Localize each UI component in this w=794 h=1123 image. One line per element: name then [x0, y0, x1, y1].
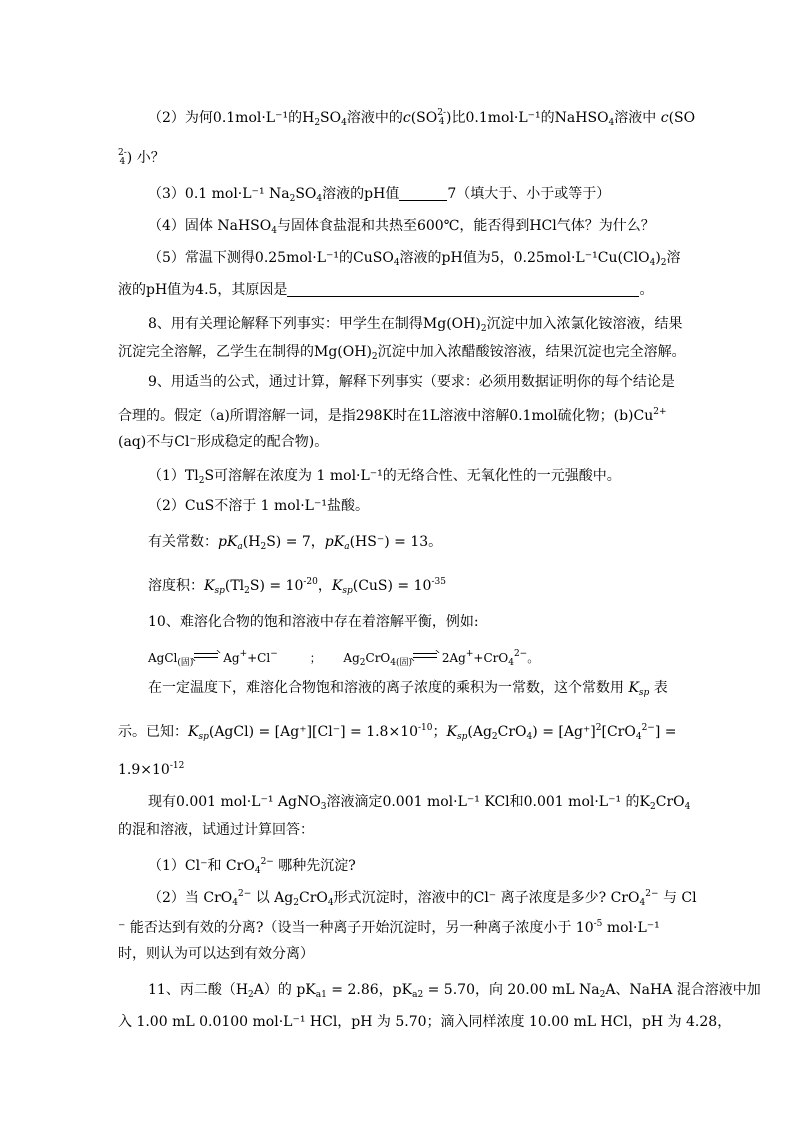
question-9-line-3: (aq)不与Cl⁻形成稳定的配合物)。 — [118, 434, 329, 450]
question-8-line-1: 8、用有关理论解释下列事实：甲学生在制得$Mg(OH)_2$沉淀中加入浓氯化铵溶液，结果 — [148, 316, 683, 334]
question-10-ksp-values: 示。已知：$K_{sp}(AgCl) = [Ag^+][Cl^-] = 1.8\times 10^{-10}$；$K_{sp}(Ag_2CrO_4) = [Ag^+]^2[CrO_4^{2-}]$ = — [118, 723, 677, 742]
question-11-line-1: 11、丙二酸$(H_2A)$的 $pK_{a1} = 2.86$，$pK_{a2} = 5.70$，向 20.00 mL $Na_2A$、NaHA 混合溶液中加 — [148, 982, 761, 1000]
equilibrium-arrow-icon — [412, 650, 438, 662]
question-9-ksp: 溶度积：$K_{sp}(Tl_2S) = 10^{-20}$，$K_{sp}(CuS) = 10^{-35}$ — [148, 577, 446, 596]
answer-blank-long — [287, 282, 639, 297]
question-10-titration-2: 的混和溶液，试通过计算回答： — [118, 822, 314, 838]
answer-blank-short — [399, 186, 447, 201]
question-8-line-2: 沉淀完全溶解，乙学生在制得的$Mg(OH)_2$沉淀中加入浓醋酸铵溶液，结果沉淀也完全溶解。 — [118, 344, 686, 362]
question-9-item-2: （2）CuS不溶于 1 mol·L⁻¹盐酸。 — [148, 498, 369, 514]
question-9-item-1: $(1)Tl_2S$可溶解在浓度为 1 mol·L⁻¹的无络合性、无氧化性的一元强酸中。 — [148, 468, 621, 486]
equilibrium-arrow-icon — [193, 650, 219, 662]
question-10-item-2-line-3: 时，则认为可以达到有效分离） — [118, 946, 314, 962]
question-10-ksp-intro: 在一定温度下，难溶化合物饱和溶液的离子浓度的乘积为一常数，这个常数用 $K_{sp}$ 表 — [148, 680, 668, 698]
question-9-line-1: 9、用适当的公式，通过计算，解释下列事实（要求：必须用数据证明你的每个结论是 — [148, 374, 675, 390]
question-5-line-1: （5）常温下测得0.25mol·L⁻¹的CuSO$_4$溶液的pH值为5，$0.25mol\cdot L^{-1}Cu(ClO_4)_2$溶 — [148, 250, 681, 268]
question-10-ksp-value-2: $1.9\times 10^{-12}$ — [118, 761, 185, 778]
question-4-line: （4）固体 NaHSO$_4$与固体食盐混和共热至600℃，能否得到HCl气体？为什么？ — [148, 218, 655, 236]
question-10-item-2-line-1: （2）当 CrO$_4^{2-}$ 以 $Ag_2CrO_4$形式沉淀时，溶液中的Cl⁻ 离子浓度是多少? CrO$_4^{2-}$ 与 Cl — [148, 889, 697, 908]
question-10-titration-1: 现有0.001 mol·L⁻¹ AgNO$_3$溶液滴定0.001 mol·L⁻¹ KCl和0.001 mol·L⁻¹ 的$K_2CrO_4$ — [148, 794, 691, 812]
question-11-line-2: 入 1.00 mL 0.0100 mol·L⁻¹ HCl，pH 为 5.70；滴入同样浓度 10.00 mL HCl，pH 为 4.28， — [118, 1014, 732, 1030]
question-10-item-2-line-2: ⁻ 能否达到有效的分离?（设当一种离子开始沉淀时，另一种离子浓度小于 $10^{-5}$ mol·L⁻¹ — [118, 919, 660, 936]
question-3-line: （3）0.1 mol·L⁻¹ $Na_2SO_4$溶液的pH值 7（填大于、小于或等于） — [148, 186, 611, 204]
question-10-equilibria: AgCl$_{(固)}$ Ag++Cl− ； $Ag_2CrO_{4(固)}$ 2Ag++CrO$_4^{2-}$。 — [148, 649, 540, 668]
question-2-line-2: 2- 4 ) 小？ — [118, 148, 165, 167]
question-10-item-1: （1）Cl⁻和 CrO$_4^{2-}$ 哪种先沉淀? — [148, 857, 356, 876]
question-9-constants: 有关常数：$pK_a(H_2S) = 7$，$pK_a(HS^-) = 13$。 — [148, 534, 443, 552]
question-2-line-1: （2）为何0.1mol·L⁻¹的$H_2SO_4$溶液中的c(SO 2- 4 )比0.1mol·L⁻¹的NaHSO$_4$溶液中 c(SO — [148, 108, 696, 128]
question-5-line-2: 液的pH值为4.5，其原因是 。 — [118, 282, 654, 298]
question-9-line-2: 合理的。假定（a)所谓溶解一词，是指298K时在1L溶液中溶解0.1mol硫化物；$(b)Cu^{2+}$ — [118, 407, 667, 424]
question-10-intro: 10、难溶化合物的饱和溶液中存在着溶解平衡，例如: — [148, 614, 479, 630]
